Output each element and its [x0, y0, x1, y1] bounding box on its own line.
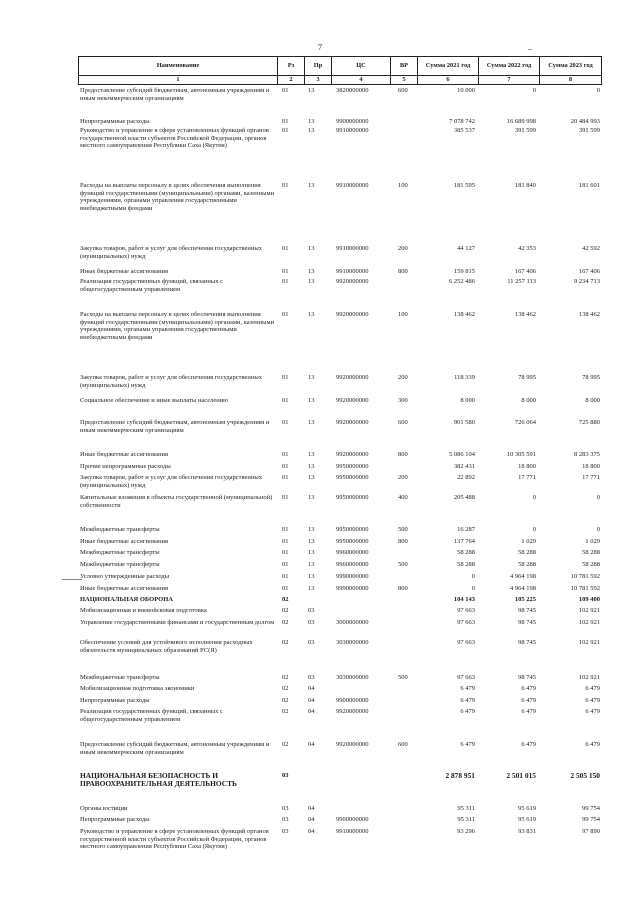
row-cs: 9990000000: [336, 573, 369, 580]
row-rz: 01: [282, 474, 289, 481]
row-sum-2022: 8 000: [521, 397, 536, 404]
row-vr: 500: [398, 674, 408, 681]
row-name: Расходы на выплаты персоналу в целях обеспечения выполнения функций государственными (муниципальными) органами, казенными учреждениями, органами управления государственными внебюджетными фондами: [80, 311, 275, 342]
row-sum-2023: 391 599: [578, 127, 600, 134]
row-sum-2022: 18 800: [518, 463, 536, 470]
row-pr: 13: [308, 549, 315, 556]
row-sum-2021: 44 127: [457, 245, 475, 252]
header-num-8: 8: [540, 75, 602, 84]
row-pr: 04: [308, 708, 315, 715]
header-num-5: 5: [391, 75, 418, 84]
row-name: Иные бюджетные ассигнования: [80, 538, 169, 545]
row-cs: 9910000000: [336, 828, 369, 835]
row-rz: 01: [282, 278, 289, 285]
row-vr: 800: [398, 268, 408, 275]
row-sum-2023: 102 921: [578, 674, 600, 681]
row-name: Закупка товаров, работ и услуг для обеспечения государственных (муниципальных) нужд: [80, 374, 263, 389]
row-sum-2023: 8 000: [585, 397, 600, 404]
row-cs: 9900000000: [336, 816, 369, 823]
row-sum-2023: 6 479: [585, 685, 600, 692]
row-rz: 01: [282, 561, 289, 568]
row-sum-2022: 98 745: [518, 639, 536, 646]
row-sum-2022: 138 462: [514, 311, 536, 318]
row-pr: 13: [308, 374, 315, 381]
row-vr: 500: [398, 561, 408, 568]
header-sum-2022: Сумма 2022 год: [479, 57, 540, 76]
row-sum-2021: 382 431: [453, 463, 475, 470]
row-sum-2021: 97 663: [457, 619, 475, 626]
row-sum-2022: 95 619: [518, 805, 536, 812]
row-rz: 03: [282, 816, 289, 823]
row-name: Предоставление субсидий бюджетным, автономным учреждениям и иным некоммерческим организациям: [80, 741, 270, 756]
row-name: Реализация государственных функций, связанных с общегосударственным управлением: [80, 278, 224, 293]
row-sum-2021: 2 878 951: [445, 771, 475, 780]
row-rz: 02: [282, 708, 289, 715]
header-num-7: 7: [479, 75, 540, 84]
row-sum-2023: 102 921: [578, 607, 600, 614]
row-sum-2021: 10 000: [457, 87, 475, 94]
row-sum-2021: 97 663: [457, 639, 475, 646]
row-rz: 02: [282, 685, 289, 692]
row-sum-2023: 8 283 375: [574, 451, 600, 458]
row-rz: 01: [282, 463, 289, 470]
row-sum-2021: 6 479: [460, 697, 475, 704]
row-sum-2022: 6 479: [521, 741, 536, 748]
header-sum-2021: Сумма 2021 год: [418, 57, 479, 76]
row-name: Иные бюджетные ассигнования: [80, 451, 169, 458]
row-vr: 800: [398, 451, 408, 458]
row-sum-2021: 93 296: [457, 828, 475, 835]
row-sum-2022: 98 745: [518, 607, 536, 614]
row-name: Расходы на выплаты персоналу в целях обеспечения выполнения функций государственными (муниципальными) органами, казенными учреждениями, органами управления государственными внебюджетными фондами: [80, 182, 275, 213]
row-pr: 13: [308, 573, 315, 580]
header-vr: ВР: [391, 57, 418, 76]
row-rz: 01: [282, 397, 289, 404]
header-num-4: 4: [332, 75, 391, 84]
row-sum-2023: 181 601: [578, 182, 600, 189]
row-cs: 9960000000: [336, 549, 369, 556]
row-rz: 03: [282, 772, 289, 779]
row-name: Реализация государственных функций, связанных с общегосударственным управлением: [80, 708, 224, 723]
row-sum-2022: 1 029: [521, 538, 536, 545]
row-sum-2023: 99 754: [582, 816, 600, 823]
row-name: НАЦИОНАЛЬНАЯ ОБОРОНА: [80, 596, 173, 603]
row-sum-2022: 17 771: [518, 474, 536, 481]
row-name: Капитальные вложения в объекты государственной (муниципальной) собственности: [80, 494, 273, 509]
row-sum-2022: 98 745: [518, 674, 536, 681]
row-pr: 04: [308, 828, 315, 835]
row-sum-2022: 0: [532, 526, 536, 533]
row-cs: 9990000000: [336, 585, 369, 592]
row-sum-2021: 181 595: [453, 182, 475, 189]
row-sum-2021: 95 311: [457, 805, 475, 812]
header-cs: ЦС: [332, 57, 391, 76]
row-pr: 03: [308, 607, 315, 614]
row-sum-2023: 18 800: [582, 463, 600, 470]
row-sum-2021: 205 488: [453, 494, 475, 501]
row-sum-2021: 58 288: [457, 561, 475, 568]
row-sum-2021: 137 764: [453, 538, 475, 545]
row-sum-2023: 20 484 993: [570, 118, 600, 125]
row-sum-2021: 159 815: [453, 268, 475, 275]
row-vr: 600: [398, 741, 408, 748]
row-name: Непрограммные расходы: [80, 697, 150, 704]
row-name: Предоставление субсидий бюджетным, автономным учреждениям и иным некоммерческим организациям: [80, 419, 270, 434]
row-cs: 9950000000: [336, 538, 369, 545]
row-vr: 100: [398, 311, 408, 318]
row-name: Условно утвержденные расходы: [80, 573, 170, 580]
header-num-1: 1: [79, 75, 278, 84]
row-sum-2021: 6 479: [460, 708, 475, 715]
row-rz: 01: [282, 585, 289, 592]
row-name: Иные бюджетные ассигнования: [80, 585, 169, 592]
row-pr: 04: [308, 816, 315, 823]
row-cs: 9900000000: [336, 118, 369, 125]
row-cs: 9910000000: [336, 245, 369, 252]
row-pr: 13: [308, 585, 315, 592]
row-name: Прочие непрограммные расходы: [80, 463, 171, 470]
row-sum-2023: 0: [596, 526, 600, 533]
row-sum-2021: 0: [471, 573, 475, 580]
row-sum-2022: 6 479: [521, 697, 536, 704]
row-cs: 9900000000: [336, 697, 369, 704]
row-sum-2023: 102 921: [578, 639, 600, 646]
row-rz: 01: [282, 538, 289, 545]
header-sum-2023: Сумма 2023 год: [540, 57, 602, 76]
row-cs: 9950000000: [336, 474, 369, 481]
row-vr: 300: [398, 397, 408, 404]
row-sum-2023: 97 890: [582, 828, 600, 835]
row-vr: 100: [398, 182, 408, 189]
row-sum-2023: 6 479: [585, 708, 600, 715]
row-cs: 9950000000: [336, 526, 369, 533]
row-pr: 13: [308, 397, 315, 404]
row-rz: 01: [282, 118, 289, 125]
row-cs: 3030000000: [336, 639, 369, 646]
row-cs: 9920000000: [336, 741, 369, 748]
row-rz: 01: [282, 127, 289, 134]
row-rz: 01: [282, 311, 289, 318]
row-sum-2023: 58 288: [582, 549, 600, 556]
row-cs: 9920000000: [336, 708, 369, 715]
row-name: НАЦИОНАЛЬНАЯ БЕЗОПАСНОСТЬ И ПРАВООХРАНИТЕЛЬНАЯ ДЕЯТЕЛЬНОСТЬ: [80, 771, 237, 788]
row-cs: 9920000000: [336, 311, 369, 318]
row-vr: 500: [398, 526, 408, 533]
row-name: Мобилизационная и вневойсковая подготовка: [80, 607, 207, 614]
row-cs: 9920000000: [336, 374, 369, 381]
page-number: 7: [317, 42, 323, 52]
row-pr: 04: [308, 741, 315, 748]
row-sum-2023: 167 406: [578, 268, 600, 275]
row-rz: 01: [282, 268, 289, 275]
row-pr: 13: [308, 245, 315, 252]
row-rz: 01: [282, 526, 289, 533]
row-cs: 9950000000: [336, 463, 369, 470]
row-pr: 13: [308, 526, 315, 533]
row-name: Межбюджетные трансферты: [80, 561, 160, 568]
row-sum-2023: 2 505 150: [570, 771, 600, 780]
row-cs: 9910000000: [336, 182, 369, 189]
row-sum-2022: 391 599: [514, 127, 536, 134]
row-sum-2022: 58 288: [518, 549, 536, 556]
row-rz: 03: [282, 805, 289, 812]
row-sum-2021: 7 078 742: [449, 118, 475, 125]
row-sum-2023: 0: [596, 494, 600, 501]
row-vr: 200: [398, 374, 408, 381]
row-pr: 13: [308, 538, 315, 545]
row-rz: 01: [282, 182, 289, 189]
row-sum-2023: 58 288: [582, 561, 600, 568]
row-sum-2023: 17 771: [582, 474, 600, 481]
row-pr: 03: [308, 639, 315, 646]
row-name: Социальное обеспечение и иные выплаты населению: [80, 397, 229, 404]
row-sum-2022: 167 406: [514, 268, 536, 275]
row-name: Закупка товаров, работ и услуг для обеспечения государственных (муниципальных) нужд: [80, 474, 263, 489]
row-rz: 01: [282, 419, 289, 426]
row-name: Межбюджетные трансферты: [80, 549, 160, 556]
row-sum-2021: 6 479: [460, 685, 475, 692]
row-name: Межбюджетные трансферты: [80, 674, 160, 681]
row-rz: 02: [282, 741, 289, 748]
row-sum-2023: 42 592: [582, 245, 600, 252]
row-sum-2022: 4 964 198: [510, 573, 536, 580]
row-pr: 13: [308, 87, 315, 94]
row-pr: 04: [308, 685, 315, 692]
row-sum-2022: 726 064: [514, 419, 536, 426]
row-pr: 13: [308, 463, 315, 470]
row-sum-2023: 6 479: [585, 697, 600, 704]
row-vr: 200: [398, 245, 408, 252]
row-name: Закупка товаров, работ и услуг для обеспечения государственных (муниципальных) нужд: [80, 245, 263, 260]
row-sum-2022: 105 225: [514, 596, 536, 603]
row-sum-2023: 10 781 592: [570, 573, 600, 580]
row-sum-2022: 2 501 015: [506, 771, 536, 780]
row-sum-2022: 0: [532, 87, 536, 94]
row-sum-2022: 181 840: [514, 182, 536, 189]
row-pr: 13: [308, 419, 315, 426]
row-name: Обеспечение условий для устойчивого исполнения расходных обязательств муниципальных образований РС(Я): [80, 639, 253, 654]
row-cs: 9920000000: [336, 451, 369, 458]
row-name: Руководство и управление в сфере установленных функций органов государственной власти субъектов Российской Федерации, органов местного самоуправления Республики Саха (Якутия): [80, 127, 269, 150]
header-num-6: 6: [418, 75, 479, 84]
row-vr: 600: [398, 419, 408, 426]
row-vr: 600: [398, 87, 408, 94]
row-sum-2022: 93 831: [518, 828, 536, 835]
row-vr: 400: [398, 494, 408, 501]
row-sum-2021: 16 287: [457, 526, 475, 533]
row-sum-2023: 0: [596, 87, 600, 94]
row-sum-2022: 6 479: [521, 685, 536, 692]
row-sum-2023: 102 921: [578, 619, 600, 626]
row-cs: 9910000000: [336, 127, 369, 134]
header-rz: Рз: [278, 57, 305, 76]
row-rz: 01: [282, 87, 289, 94]
row-sum-2023: 138 462: [578, 311, 600, 318]
row-sum-2022: 0: [532, 494, 536, 501]
row-sum-2023: 109 400: [578, 596, 600, 603]
row-sum-2022: 4 964 198: [510, 585, 536, 592]
row-pr: 03: [308, 619, 315, 626]
row-sum-2022: 6 479: [521, 708, 536, 715]
row-pr: 13: [308, 474, 315, 481]
row-sum-2021: 58 288: [457, 549, 475, 556]
row-pr: 13: [308, 561, 315, 568]
row-pr: 13: [308, 182, 315, 189]
row-name: Мобилизационная подготовка экономики: [80, 685, 195, 692]
row-pr: 13: [308, 311, 315, 318]
row-rz: 03: [282, 828, 289, 835]
row-pr: 04: [308, 697, 315, 704]
header-num-3: 3: [305, 75, 332, 84]
row-cs: 3820000000: [336, 87, 369, 94]
row-name: Непрограммные расходы: [80, 816, 150, 823]
row-sum-2022: 42 353: [518, 245, 536, 252]
row-pr: 13: [308, 268, 315, 275]
row-name: Иные бюджетные ассигнования: [80, 268, 169, 275]
row-rz: 01: [282, 494, 289, 501]
row-rz: 02: [282, 607, 289, 614]
row-sum-2021: 6 479: [460, 741, 475, 748]
header-pr: Пр: [305, 57, 332, 76]
row-name: Предоставление субсидий бюджетным, автономным учреждениям и иным некоммерческим организациям: [80, 87, 270, 102]
row-sum-2022: 58 288: [518, 561, 536, 568]
row-pr: 13: [308, 494, 315, 501]
row-cs: 9920000000: [336, 419, 369, 426]
row-cs: 9950000000: [336, 494, 369, 501]
row-sum-2021: 118 339: [454, 374, 475, 381]
row-name: Руководство и управление в сфере установленных функций органов государственной власти субъектов Российской Федерации, органов местного самоуправления Республики Саха (Якутия): [80, 828, 269, 851]
row-name: Органы юстиции: [80, 805, 128, 812]
row-pr: 03: [308, 674, 315, 681]
row-sum-2022: 16 689 998: [506, 118, 536, 125]
row-sum-2022: 11 257 113: [507, 278, 536, 285]
row-sum-2021: 5 086 104: [449, 451, 475, 458]
header-num-2: 2: [278, 75, 305, 84]
row-sum-2023: 1 029: [585, 538, 600, 545]
row-vr: 800: [398, 585, 408, 592]
row-cs: 3000000000: [336, 619, 369, 626]
row-sum-2023: 6 479: [585, 741, 600, 748]
row-cs: 9960000000: [336, 561, 369, 568]
row-rz: 02: [282, 639, 289, 646]
row-sum-2021: 95 311: [457, 816, 475, 823]
row-sum-2021: 385 537: [453, 127, 475, 134]
row-name: Непрограммные расходы: [80, 118, 150, 125]
row-rz: 02: [282, 596, 289, 603]
row-cs: 3030000000: [336, 674, 369, 681]
row-sum-2021: 22 892: [457, 474, 475, 481]
row-name: Межбюджетные трансферты: [80, 526, 160, 533]
row-sum-2021: 104 143: [453, 596, 475, 603]
row-sum-2023: 99 754: [582, 805, 600, 812]
row-pr: 13: [308, 127, 315, 134]
row-cs: 9920000000: [336, 397, 369, 404]
row-rz: 01: [282, 573, 289, 580]
row-sum-2022: 10 305 591: [506, 451, 536, 458]
row-sum-2021: 8 000: [460, 397, 475, 404]
row-pr: 04: [308, 805, 315, 812]
row-cs: 9910000000: [336, 268, 369, 275]
row-rz: 02: [282, 697, 289, 704]
row-sum-2022: 95 619: [518, 816, 536, 823]
row-sum-2022: 78 995: [518, 374, 536, 381]
row-sum-2021: 138 462: [453, 311, 475, 318]
header-name: Наименование: [79, 57, 278, 76]
margin-dash: [62, 579, 82, 580]
row-vr: 200: [398, 474, 408, 481]
row-rz: 01: [282, 374, 289, 381]
row-sum-2023: 10 781 592: [570, 585, 600, 592]
row-rz: 01: [282, 451, 289, 458]
row-rz: 02: [282, 674, 289, 681]
row-pr: 13: [308, 451, 315, 458]
row-vr: 800: [398, 538, 408, 545]
row-name: Управление государственными финансами и государственным долгом: [80, 619, 275, 626]
row-sum-2021: 97 663: [457, 674, 475, 681]
row-sum-2021: 901 580: [453, 419, 475, 426]
row-sum-2022: 98 745: [518, 619, 536, 626]
row-sum-2023: 9 234 713: [574, 278, 600, 285]
row-pr: 13: [308, 278, 315, 285]
row-rz: 01: [282, 245, 289, 252]
row-sum-2021: 97 663: [457, 607, 475, 614]
row-pr: 13: [308, 118, 315, 125]
row-rz: 02: [282, 619, 289, 626]
row-sum-2021: 0: [471, 585, 475, 592]
row-cs: 9920000000: [336, 278, 369, 285]
row-rz: 01: [282, 549, 289, 556]
row-sum-2023: 725 880: [578, 419, 600, 426]
row-sum-2021: 6 252 486: [449, 278, 475, 285]
row-sum-2023: 78 995: [582, 374, 600, 381]
